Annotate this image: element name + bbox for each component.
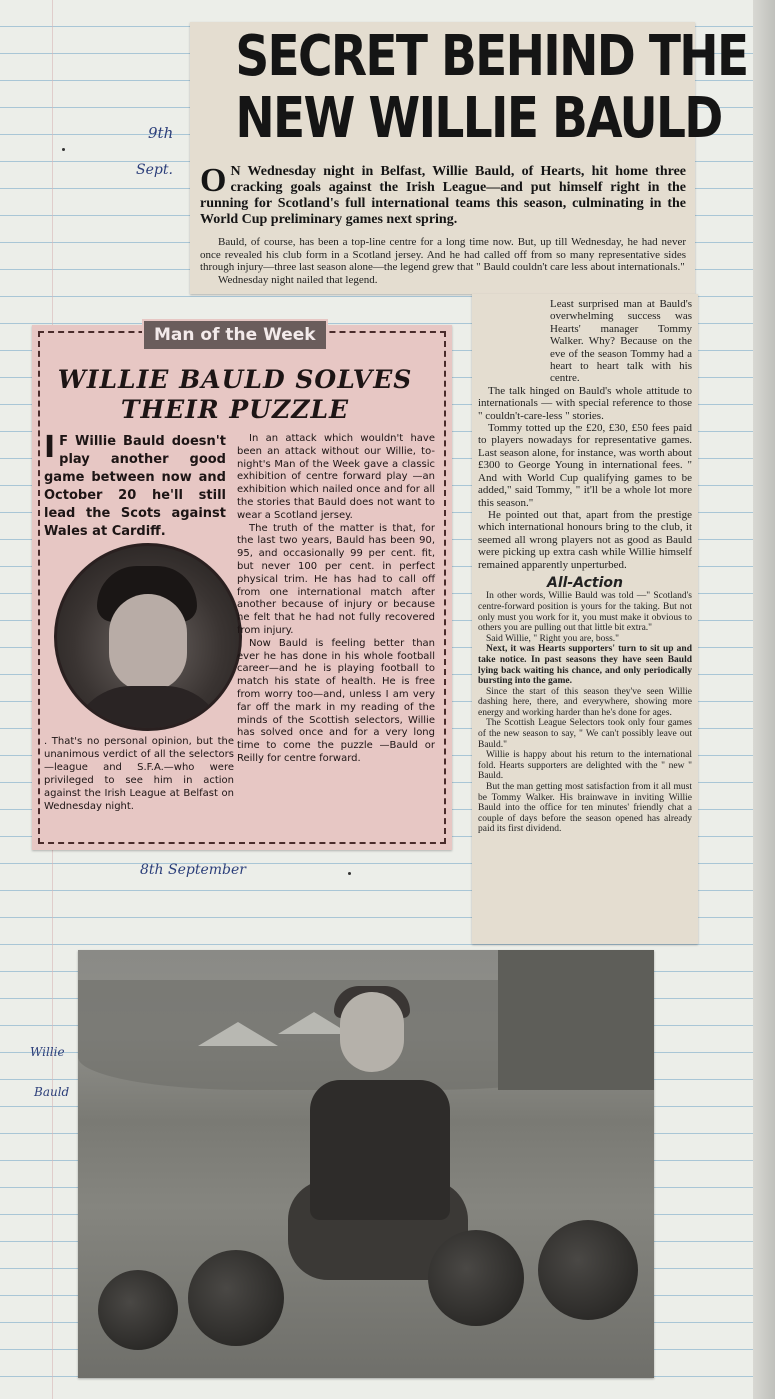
- column-paragraph: But the man getting most satisfaction from it all must be Tommy Walker. His brainwave in inviting Willie Bauld into the office for ten minutes' friendly chat a couple of days before the season opened has already paid its first dividend.: [478, 782, 692, 835]
- headline: [235, 24, 748, 151]
- feature-title-line-1: WILLIE BAULD SOLVES: [57, 365, 413, 394]
- handwritten-caption-last: Bauld: [34, 1085, 70, 1099]
- feature-paragraph: In an attack which wouldn't have been an attack without our Willie, to-night's Man of the Week gave a classic exhibition of centre forward play —an exhibition which nailed once and for all the stories that Bauld does not want to wear a Scotland jersey.: [237, 433, 435, 521]
- feature-paragraph: Now Bauld is feeling better than ever he has done in his whole football career—and he is playing football to match his state of health. He is free from worry too—and, unless I am very far off the mark in my reading of the minds of the Scottish selectors, Willie has solved once and for a very long time to come the puzzle —Bauld or Reilly for centre forward.: [237, 637, 435, 764]
- column-paragraph: Next, it was Hearts supporters' turn to sit up and take notice. In past seasons they have seen Bauld lying back waiting his chance, and only periodically bursting into the game.: [478, 644, 692, 687]
- column-paragraph: The talk hinged on Bauld's whole attitude to internationals — with special reference to those " couldn't-care-less " stories.: [478, 384, 692, 422]
- football: [98, 1270, 178, 1350]
- portrait-shoulders: [71, 686, 225, 731]
- article-paragraph: Bauld, of course, has been a top-line centre for a long time now. But, up till Wednesday, he had never once revealed his club form in a Scotland jersey. And he had called off from so many representative sides through injury—three last season alone—the legend grew that " Bauld couldn't care less about internationals.": [200, 236, 686, 273]
- article-body: [200, 236, 686, 286]
- handwritten-date-month: Sept.: [136, 162, 173, 178]
- football: [188, 1250, 284, 1346]
- football: [538, 1220, 638, 1320]
- headline-clipping: [190, 22, 748, 294]
- handwritten-date-note: 8th September: [140, 862, 246, 878]
- feature-left-text: . That's no personal opinion, but the unanimous verdict of all the selectors—league and S.F.A.—who were privileged to see him in action against the Irish League at Belfast on Wednesday night.: [44, 736, 234, 812]
- column-small-text: [478, 591, 692, 835]
- lead-paragraph: [200, 164, 686, 228]
- page-binding: [753, 0, 775, 1399]
- portrait-face: [109, 594, 187, 692]
- column-paragraph: In other words, Willie Bauld was told —" Scotland's centre-forward position is yours for the taking. But not only must you work for it, you must make it obvious to others you are pulling out that little bit extra.": [478, 591, 692, 634]
- column-paragraph: He pointed out that, apart from the prestige which international honours bring to the club, it seemed all wrong players not as good as Bauld were picking up extra cash while Willie himself remained apparently unperturbed.: [478, 508, 692, 571]
- column-subhead: All-Action: [546, 574, 624, 591]
- feature-right-column: [237, 433, 435, 766]
- ink-dot: [348, 872, 351, 875]
- player-photo: [78, 950, 654, 1378]
- feature-title-line-2: THEIR PUZZLE: [120, 395, 350, 424]
- article-paragraph: Wednesday night nailed that legend.: [218, 273, 378, 286]
- headline-line-1: SECRET BEHIND THE: [235, 24, 748, 89]
- photo-building: [498, 950, 654, 1090]
- column-paragraph: Willie is happy about his return to the international fold. Hearts supporters are delighted with the " new " Bauld.: [478, 750, 692, 782]
- intro-dropcap: I: [44, 430, 56, 465]
- feature-paragraph: The truth of the matter is that, for the last two years, Bauld has been 90, 95, and occasionally 99 per cent. fit, but never 100 per cent. in perfect physical trim. He has had to call off from one international match after another because of injury or because he felt that he had not fully recovered from injury.: [237, 522, 435, 636]
- man-of-the-week-clipping: [32, 325, 452, 850]
- intro-text: F Willie Bauld doesn't play another good game between now and October 20 he'll still lead the Scots against Wales at Cardiff.: [44, 434, 226, 539]
- headline-line-2: NEW WILLIE BAULD: [235, 86, 722, 151]
- feature-title: [40, 365, 430, 425]
- handwritten-caption-first: Willie: [30, 1045, 65, 1059]
- column-paragraph: The Scottish League Selectors took only four games of the new season to say, " We can't possibly leave out Bauld.": [478, 718, 692, 750]
- player-body: [310, 1080, 450, 1220]
- player-head: [340, 992, 404, 1072]
- portrait-photo: [54, 543, 242, 731]
- football: [428, 1230, 524, 1326]
- column-paragraph: Tommy totted up the £20, £30, £50 fees paid to players nowadays for representative games. Last season alone, for instance, was worth about £300 to George Young in international fees. " And with World Cup qualifying games to be added," said Tommy, " it'll be a whole lot more this season.": [478, 422, 692, 509]
- feature-intro: [44, 430, 226, 541]
- photo-roof: [198, 1022, 278, 1046]
- handwritten-date-day: 9th: [148, 124, 174, 142]
- column-body: [478, 298, 692, 835]
- lead-dropcap: O: [200, 162, 227, 199]
- lead-text: N Wednesday night in Belfast, Willie Bauld, of Hearts, hit home three cracking goals against the Irish League—and put himself right in the running for Scotland's full international teams this season, culminating in the World Cup preliminary games next spring.: [200, 164, 686, 227]
- column-clipping: [472, 294, 698, 944]
- column-paragraph: Said Willie, " Right you are, boss.": [486, 633, 620, 644]
- ink-dot: [62, 148, 65, 151]
- column-paragraph: Least surprised man at Bauld's overwhelming success was Hearts' manager Tommy Walker. Why? Because on the eve of the season Tommy had a heart to heart talk with his centre.: [550, 298, 692, 385]
- column-paragraph: Since the start of this season they've seen Willie dashing here, there, and everywhere, showing more energy and working harder than he's done for ages.: [478, 686, 692, 718]
- section-label: Man of the Week: [142, 319, 328, 351]
